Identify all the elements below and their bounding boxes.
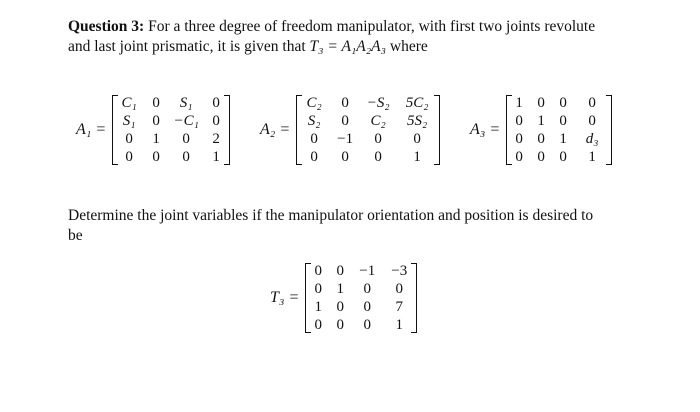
matrix-cell: 1 [537, 113, 545, 129]
matrix-cell: 0 [515, 149, 523, 165]
matrix-cell: 0 [152, 95, 160, 111]
matrix-cell: 0 [336, 299, 345, 315]
matrix-cell: 1 [515, 95, 523, 111]
matrix-cell: 0 [537, 95, 545, 111]
matrix-a3-label: A₃ = [470, 121, 501, 138]
matrix-cell: 0 [395, 281, 404, 297]
matrix-cell: 0 [182, 149, 190, 165]
matrix-cell: 1 [588, 149, 596, 165]
matrix-cell: 0 [336, 317, 345, 333]
matrix-cell: C₁ [121, 95, 137, 111]
question-text-2: and last joint prismatic, it is given that [68, 38, 306, 55]
prompt-line-2: be [68, 227, 83, 244]
matrix-cell: S₂ [307, 113, 321, 129]
matrix-cell: 0 [559, 95, 567, 111]
matrix-a1-label: A₁ = [76, 121, 107, 138]
question-line-1 [68, 17, 668, 36]
matrix-t3 [270, 262, 417, 334]
matrix-cell: 0 [125, 149, 133, 165]
matrix-cell: 0 [314, 281, 323, 297]
matrix-cell: 0 [314, 317, 323, 333]
matrix-cell: 0 [212, 95, 220, 111]
matrix-cell: −3 [391, 263, 408, 279]
matrix-a3 [470, 94, 612, 166]
matrix-cell: 0 [310, 149, 318, 165]
matrix-cell: −C₁ [173, 113, 199, 129]
matrix-cell: 1 [559, 131, 567, 147]
matrix-cell: d₃ [585, 131, 599, 147]
question-text-2-suffix: where [389, 38, 428, 55]
matrix-cell: 0 [537, 131, 545, 147]
matrix-cell: 0 [363, 299, 372, 315]
matrix-cell: 1 [212, 149, 220, 165]
matrix-a3-grid [506, 94, 612, 166]
matrix-cell: 0 [374, 131, 382, 147]
matrix-cell: 0 [212, 113, 220, 129]
matrix-cell: −1 [337, 131, 354, 147]
matrix-cell: 5C₂ [405, 95, 429, 111]
matrix-a2 [260, 94, 440, 166]
matrix-cell: 0 [588, 95, 596, 111]
matrix-a2-grid [296, 94, 440, 166]
matrix-cell: 1 [395, 317, 404, 333]
matrix-cell: 0 [310, 131, 318, 147]
matrix-t3-grid [305, 262, 417, 334]
product-equation: T₃ = A₁A₂A₃ [309, 38, 387, 55]
matrix-cell: 0 [588, 113, 596, 129]
matrix-cell: 0 [374, 149, 382, 165]
question-text-1: For a three degree of freedom manipulator, with first two joints revolute [148, 18, 596, 35]
matrix-cell: 0 [559, 149, 567, 165]
prompt-line-1: Determine the joint variables if the manipulator orientation and position is desired to [68, 207, 594, 224]
matrix-cell: 0 [336, 263, 345, 279]
matrix-cell: 0 [515, 131, 523, 147]
matrix-cell: 0 [363, 317, 372, 333]
matrix-cell: −S₂ [366, 95, 390, 111]
matrix-a1 [76, 94, 230, 166]
matrix-a1-grid [112, 94, 230, 166]
matrix-cell: 1 [152, 131, 160, 147]
matrix-cell: 1 [413, 149, 421, 165]
matrix-cell: 0 [341, 95, 349, 111]
matrix-cell: 0 [413, 131, 421, 147]
matrix-cell: C₂ [306, 95, 322, 111]
matrix-cell: C₂ [370, 113, 386, 129]
matrix-cell: 0 [341, 149, 349, 165]
matrix-a2-label: A₂ = [260, 121, 291, 138]
matrix-cell: 0 [559, 113, 567, 129]
matrix-cell: 0 [537, 149, 545, 165]
matrix-t3-label: T₃ = [270, 289, 300, 306]
matrix-cell: −1 [359, 263, 376, 279]
question-label: Question 3: [68, 18, 145, 35]
matrix-cell: 2 [212, 131, 220, 147]
matrix-cell: 0 [363, 281, 372, 297]
matrix-cell: S₁ [179, 95, 193, 111]
matrix-cell: 7 [395, 299, 404, 315]
matrix-cell: 0 [125, 131, 133, 147]
matrix-cell: 0 [515, 113, 523, 129]
matrix-cell: 1 [336, 281, 345, 297]
matrix-cell: 0 [152, 149, 160, 165]
matrix-cell: 0 [314, 263, 323, 279]
matrix-cell: 1 [314, 299, 323, 315]
matrix-cell: 0 [152, 113, 160, 129]
matrix-cell: 0 [341, 113, 349, 129]
matrix-cell: 0 [182, 131, 190, 147]
matrix-cell: S₁ [122, 113, 136, 129]
matrix-cell: 5S₂ [407, 113, 428, 129]
question-line-2 [68, 37, 668, 56]
